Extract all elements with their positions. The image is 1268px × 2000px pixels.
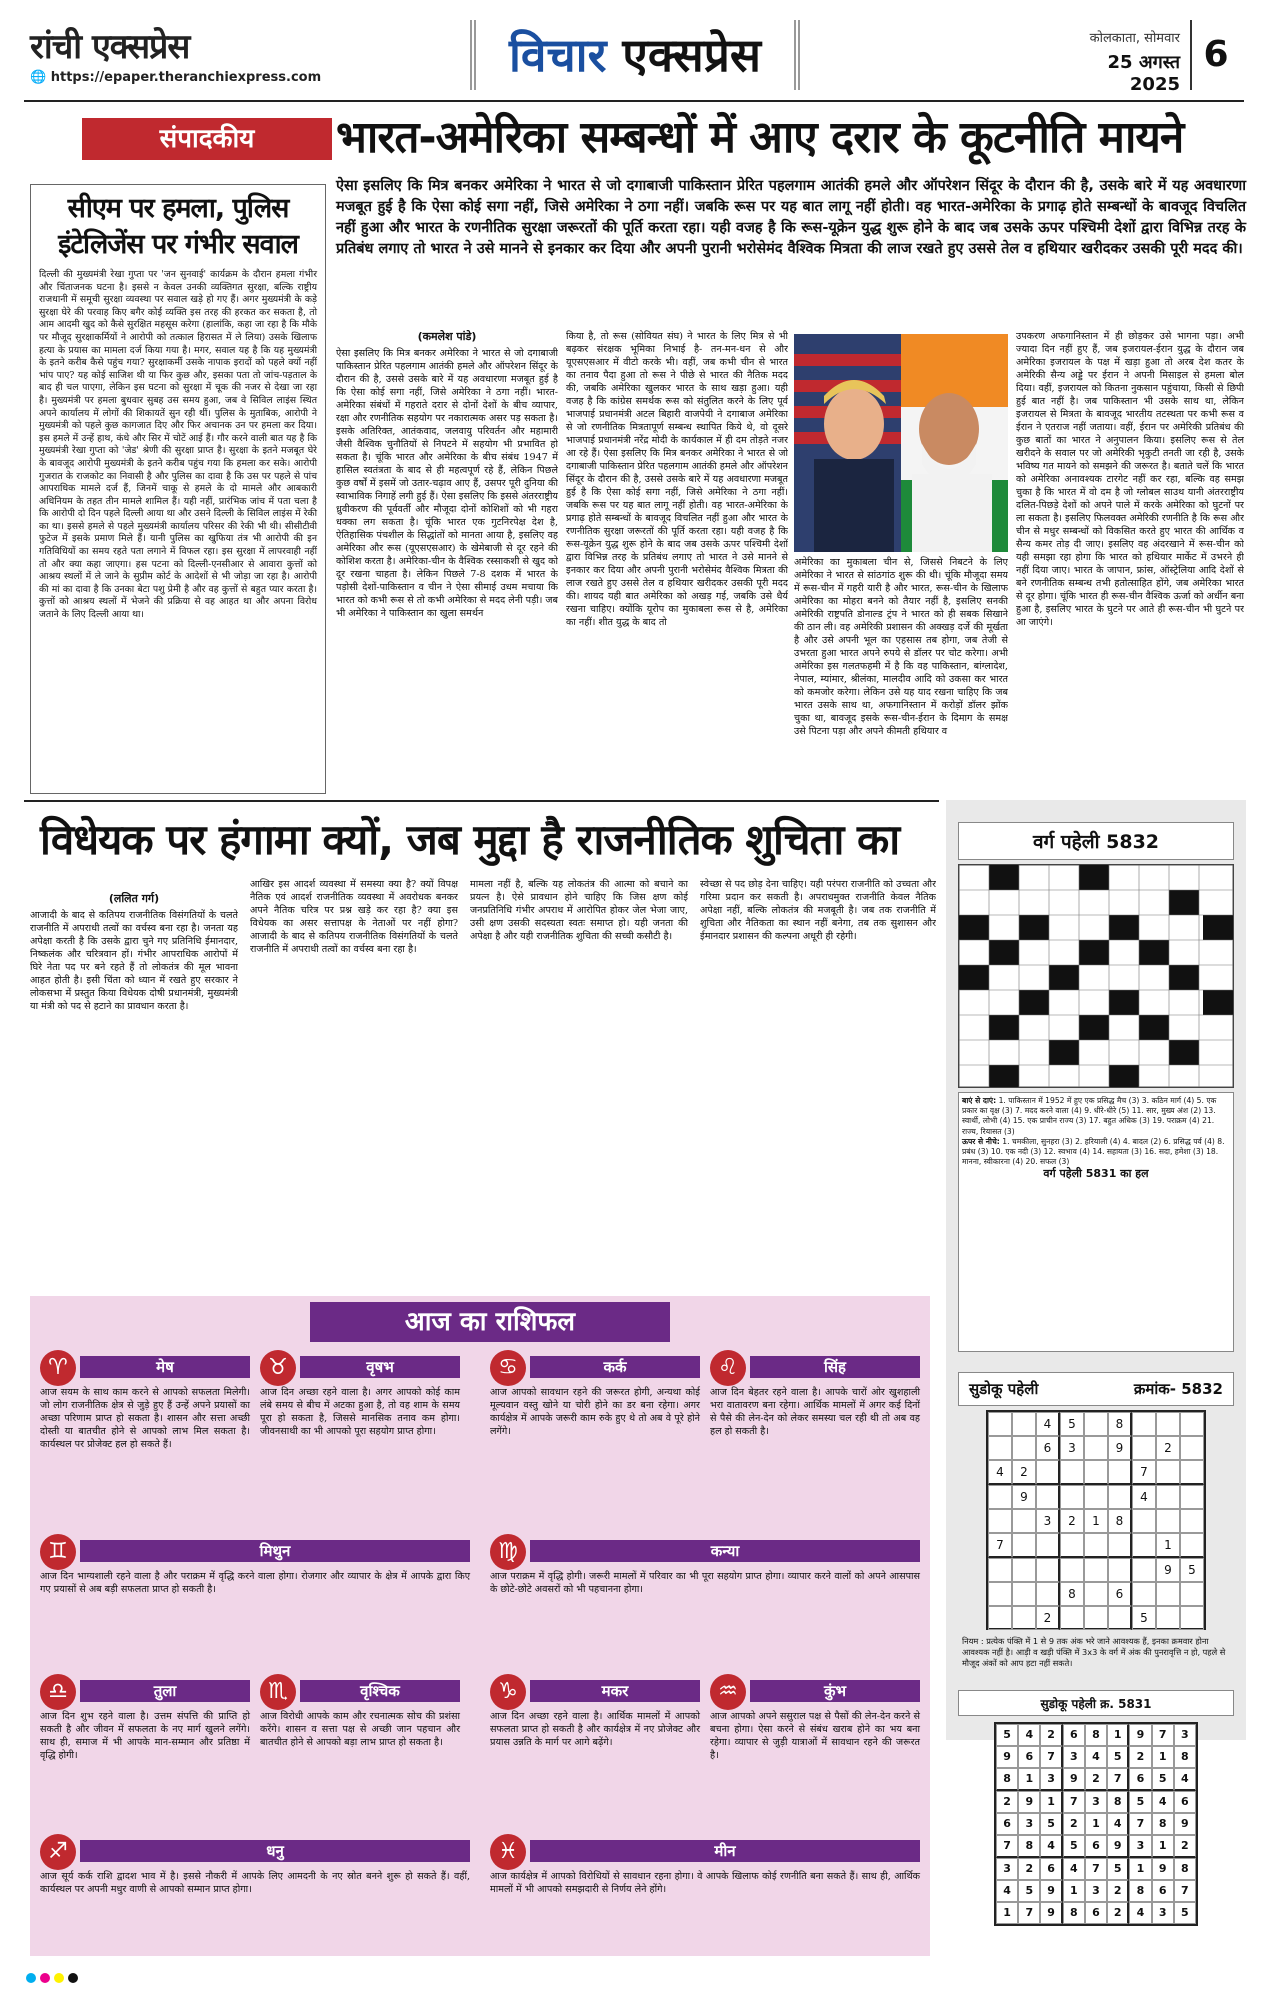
zodiac-icon: ♈ xyxy=(40,1350,76,1386)
sudoku-cell[interactable] xyxy=(1012,1533,1036,1558)
sudoku-cell[interactable]: 2 xyxy=(1060,1509,1084,1533)
crossword-clues xyxy=(958,1092,1234,1352)
sudoku-cell[interactable] xyxy=(1084,1606,1108,1630)
solution-cell: 1 xyxy=(1107,1724,1129,1746)
sudoku-cell[interactable] xyxy=(988,1509,1012,1533)
solution-cell: 4 xyxy=(1107,1813,1129,1835)
solution-cell: 2 xyxy=(1129,1746,1151,1768)
sudoku-cell[interactable]: 9 xyxy=(1108,1436,1132,1460)
sudoku-cell[interactable] xyxy=(1084,1412,1108,1436)
rashi-text: आज दिन अच्छा रहने वाला है। आर्थिक मामलों में आपको सफलता प्राप्त हो सकती है और कार्यक्षेत्र में नए प्रोजेक्ट और प्रयास उन्नति के मार्ग पर आगे बढ़ेंगे। xyxy=(490,1711,700,1748)
second-headline: विधेयक पर हंगामा क्यों, जब मुद्दा है राजनीतिक शुचिता का xyxy=(40,815,900,864)
rashi-text: आज दिन शुभ रहने वाला है। उत्तम संपत्ति की प्राप्ति हो सकती है और जीवन में सफलता के नए मार्ग खुलने लगेंगे। साथ ही, समाज में भी आपके मान-सम्मान और प्रतिष्ठा में वृद्धि होगी। xyxy=(40,1711,250,1761)
lead-column-1 xyxy=(336,330,558,794)
solution-cell: 7 xyxy=(1063,1791,1085,1813)
sudoku-number: क्रमांक- 5832 xyxy=(1133,1380,1223,1398)
print-registration-marks xyxy=(24,1968,1244,1988)
rashi-card xyxy=(40,1680,250,1762)
rashi-name: सिंह xyxy=(750,1356,920,1378)
section-name-vichar: विचार xyxy=(508,28,607,82)
sudoku-cell[interactable] xyxy=(1108,1606,1132,1630)
sudoku-cell[interactable]: 5 xyxy=(1060,1412,1084,1436)
solution-cell: 3 xyxy=(1085,1791,1107,1813)
sudoku-cell[interactable] xyxy=(1180,1509,1204,1533)
solution-cell: 1 xyxy=(1018,1768,1040,1791)
sudoku-cell[interactable] xyxy=(988,1558,1012,1582)
rashi-card xyxy=(490,1680,700,1749)
solution-cell: 1 xyxy=(1063,1880,1085,1902)
sudoku-cell[interactable] xyxy=(1156,1509,1180,1533)
rashi-text: आज सूर्य कर्क राशि द्वादश भाव में है। इससे नौकरी में आपके लिए आमदनी के नए स्रोत बनने शुरू हो सकते हैं। वहीं, कार्यस्थल पर अपनी मधुर वाणी से आपको सम्मान प्राप्त होगा। xyxy=(40,1871,470,1895)
solution-cell: 4 xyxy=(996,1880,1018,1902)
rashi-text: आज विरोधी आपके काम और रचनात्मक सोच की प्रशंसा करेंगे। शासन व सत्ता पक्ष से अच्छी जान पहचान और बातचीत होने से आपको बड़ा लाभ प्राप्त हो सकता है। xyxy=(260,1711,460,1748)
solution-cell: 6 xyxy=(1152,1880,1174,1902)
rashi-text: आज दिन बेहतर रहने वाला है। आपके चारों ओर खुशहाली भरा वातावरण बना रहेगा। आर्थिक मामलों में अगर कई दिनों से पैसे की लेन-देन को लेकर समस्या चल रही थी तो अब वह हल हो सकती है। xyxy=(710,1387,920,1437)
sudoku-cell[interactable] xyxy=(988,1412,1012,1436)
rashi-text: आज कार्यक्षेत्र में आपको विरोधियों से सावधान रहना होगा। वे आपके खिलाफ कोई रणनीति बना सकते हैं। साथ ही, आर्थिक मामलों में भी आपको समझदारी से निर्णय लेने होंगे। xyxy=(490,1871,920,1895)
sudoku-cell[interactable]: 5 xyxy=(1132,1606,1156,1630)
leaders-photo-illustration xyxy=(794,334,1008,552)
sudoku-cell[interactable] xyxy=(1060,1460,1084,1485)
sudoku-cell[interactable] xyxy=(988,1606,1012,1630)
sudoku-solution-grid xyxy=(994,1722,1198,1926)
sudoku-cell[interactable] xyxy=(1132,1412,1156,1436)
lead-byline: (कमलेश पांडे) xyxy=(417,330,477,343)
solution-cell: 7 xyxy=(1085,1858,1107,1880)
solution-cell: 2 xyxy=(1018,1858,1040,1880)
rashi-card xyxy=(40,1356,250,1451)
solution-cell: 6 xyxy=(1018,1746,1040,1768)
rashi-card xyxy=(490,1356,700,1438)
solution-cell: 4 xyxy=(1085,1746,1107,1768)
lead-column-4: उपकरण अफगानिस्तान में ही छोड़कर उसे भागना पड़ा। अभी ज्यादा दिन नहीं हुए हैं, जब इजरायल-ईरान युद्ध के दौरान जब अमेरिका इजरायल के पक्ष में खड़ा हुआ तो अरब देश कतर के अमेरिकी सैन्य अड्डे पर ईरान ने अपनी मिसाइल से हमला बोल दिया। वहीं, इजरायल को कितना नुकसान पहुंचाया, किसी से छिपी हुई बात नहीं है। जब पाकिस्तान भी उसके साथ था, लेकिन इजरायल से मित्रता के बावजूद भारतीय तटस्थता पर कभी रूस व ईरान ने एतराज नहीं जताया। वहीं, ईरान पर अमेरिकी प्रतिबंध की कुछ बातों का भारत ने अनुपालन किया। इसलिए रूस से तेल खरीदने के सवाल पर जो अमेरिकी भृकुटी तनती जा रही है, उसके भविष्य गत मायने को समझने की जरूरत है। बताते चलें कि भारत को अमेरिका अनावश्यक टारगेट नहीं कर रहा, बल्कि वह समझ चुका है कि भारत में वो दम है जो ग्लोबल साउथ यानी अंतरराष्ट्रीय दलित-पिछड़े देशों को अपने पाले में करके अमेरिका को घुटनों पर ला सकता है। इसलिए फिलवक्त अमेरिकी रणनीति है कि रूस और चीन से मधुर सम्बन्धों को विकसित करते हुए भारत की आर्थिक व सैन्य कमर तोड़ दी जाए। इसलिए वह अंदरखाने में रूस-चीन को यही समझा रहा होगा कि भारत को हथियार मार्केट में उभरने ही नहीं दिया जाए। भारत के जापान, फ्रांस, ऑस्ट्रेलिया आदि देशों से बने रणनीतिक सम्बन्ध तभी हतोत्साहित होंगे, जब अमेरिका भारत से दूर होगा। चूंकि भारत ही रूस-चीन वैश्विक ऊर्जा को अर्धीन बना हुआ है, इसलिए भारत के घुटने पर आते ही रूस-चीन भी घुटने पर आ जाएंगे। xyxy=(1016,331,1244,628)
sudoku-cell[interactable]: 2 xyxy=(1036,1606,1060,1630)
sudoku-cell[interactable] xyxy=(1156,1412,1180,1436)
sudoku-cell[interactable]: 4 xyxy=(1132,1485,1156,1509)
solution-cell: 1 xyxy=(996,1902,1018,1924)
second-byline: (ललित गर्ग) xyxy=(108,892,160,905)
rashi-card xyxy=(260,1356,460,1438)
solution-cell: 9 xyxy=(1129,1724,1151,1746)
rashi-name: मीन xyxy=(530,1840,920,1862)
second-column-4: स्वेच्छा से पद छोड़ देना चाहिए। यही परंपरा राजनीति को उच्चता और गरिमा प्रदान कर सकती है। अपराधमुक्त राजनीति केवल नैतिक अपेक्षा नहीं, बल्कि लोकतंत्र की मजबूती है। जब तक राजनीति में शुचिता और नैतिकता का स्थान नहीं बनेगा, तब तक सुशासन और ईमानदार प्रशासन की कल्पना अधूरी ही रहेगी। xyxy=(700,879,936,942)
sudoku-cell[interactable] xyxy=(1012,1606,1036,1630)
sudoku-cell[interactable]: 2 xyxy=(1156,1436,1180,1460)
zodiac-icon: ♓ xyxy=(490,1834,526,1870)
epaper-url-text: https://epaper.theranchiexpress.com xyxy=(50,70,322,85)
sudoku-cell[interactable] xyxy=(1012,1436,1036,1460)
epaper-url[interactable]: 🌐 https://epaper.theranchiexpress.com xyxy=(30,70,322,85)
sudoku-cell[interactable] xyxy=(1132,1436,1156,1460)
zodiac-icon: ♐ xyxy=(40,1834,76,1870)
sudoku-cell[interactable]: 8 xyxy=(1060,1582,1084,1606)
solution-cell: 8 xyxy=(1085,1724,1107,1746)
solution-cell: 6 xyxy=(1063,1724,1085,1746)
sudoku-cell[interactable]: 9 xyxy=(1156,1558,1180,1582)
lead-column-2: किया है, तो रूस (सोवियत संघ) ने भारत के लिए मित्र से भी बढ़कर संरक्षक भूमिका निभाई है- तन-मन-धन से और यूएसएसआर में वीटो करके भी। वहीं, जब कभी चीन से भारत का तनाव पैदा हुआ तो रूस ने पीछे से भारत की नैतिक मदद की, जबकि अमेरिका खुलकर भारत के साथ खड़ा हुआ। यही वजह है कि कांग्रेस समर्थक रूस को संतुलित करने के लिए पूर्व भाजपाई प्रधानमंत्री अटल बिहारी वाजपेयी ने दगाबाज अमेरिका से जो रणनीतिक मित्रतापूर्ण सम्बन्ध स्थापित किये थे, वो दूसरे भाजपाई प्रधानमंत्री नरेंद्र मोदी के कार्यकाल में ही दम तोड़ते नजर आ रहे हैं। ऐसा इसलिए कि मित्र बनकर अमेरिका ने भारत से जो दगाबाजी पाकिस्तान प्रेरित पहलगाम आतंकी हमले और ऑपरेशन सिंदूर के दौरान की है, उससे उसके बारे में यह अवधारणा मजबूत हुई है कि ऐसा कोई सगा नहीं, जिसे अमेरिका ने ठगा नहीं। जबकि रूस पर यह बात लागू नहीं होती। वह भारत-अमेरिका के प्रगाढ़ होते सम्बन्धों के बावजूद विचलित नहीं हुआ और भारत के रणनीतिक सुरक्षा जरूरतों की पूर्ति करता रहा। यही वजह है कि रूस-यूक्रेन युद्ध शुरू होने के बाद जब उसके ऊपर पश्चिमी देशों द्वारा विभिन्न तरह के प्रतिबंध लगाए तो भारत ने उसे मानने से इनकार कर दिया और अपनी पुरानी भरोसेमंद वैश्विक मित्रता की लाज रखते हुए उससे तेल व हथियार खरीदकर उसकी पूरी मदद की। शायद यही बात अमेरिका को अखड़ गई, जबकि उसे धैर्य रखना चाहिए। क्योंकि यूरोप का मुकाबला रूस से है, अमेरिका का नहीं। शीत युद्ध के बाद तो xyxy=(566,331,788,628)
rashi-name: कुंभ xyxy=(750,1680,920,1702)
sudoku-cell[interactable] xyxy=(1180,1460,1204,1485)
solution-cell: 8 xyxy=(1107,1791,1129,1813)
solution-cell: 4 xyxy=(1152,1791,1174,1813)
editorial-label: संपादकीय xyxy=(82,118,332,160)
rashi-text: आज पराक्रम में वृद्धि होगी। जरूरी मामलों में परिवार का भी पूरा सहयोग प्राप्त होगा। व्यापार करने वालों को अपने आसपास के छोटे-छोटे अवसरों को भी पहचानना होगा। xyxy=(490,1571,920,1595)
sudoku-cell[interactable] xyxy=(1084,1533,1108,1558)
editorial-box xyxy=(30,184,326,794)
sudoku-cell[interactable] xyxy=(988,1485,1012,1509)
solution-cell: 7 xyxy=(1040,1746,1062,1768)
solution-cell: 5 xyxy=(1018,1880,1040,1902)
header-rule xyxy=(24,100,1244,102)
clues-down-head: ऊपर से नीचे: xyxy=(962,1136,1000,1146)
rashi-name: तुला xyxy=(80,1680,250,1702)
sudoku-cell[interactable]: 1 xyxy=(1084,1509,1108,1533)
sudoku-cell[interactable]: 2 xyxy=(1012,1460,1036,1485)
zodiac-icon: ♋ xyxy=(490,1350,526,1386)
sudoku-cell[interactable]: 7 xyxy=(988,1533,1012,1558)
issue-date: 25 अगस्त 2025 xyxy=(1107,52,1180,95)
rashi-name: धनु xyxy=(80,1840,470,1862)
solution-cell: 7 xyxy=(1174,1880,1196,1902)
solution-cell: 7 xyxy=(1018,1902,1040,1924)
solution-cell: 9 xyxy=(1040,1902,1062,1924)
sudoku-cell[interactable] xyxy=(1060,1533,1084,1558)
crossword-grid[interactable] xyxy=(958,864,1234,1088)
solution-cell: 8 xyxy=(1018,1835,1040,1858)
sudoku-cell[interactable]: 7 xyxy=(1132,1460,1156,1485)
solution-cell: 5 xyxy=(1063,1835,1085,1858)
crossword-grid-drawing xyxy=(959,865,1233,1087)
sudoku-cell[interactable] xyxy=(1108,1558,1132,1582)
solution-cell: 3 xyxy=(1174,1724,1196,1746)
solution-cell: 1 xyxy=(1152,1746,1174,1768)
sudoku-cell[interactable] xyxy=(1060,1606,1084,1630)
sudoku-solution-title: सुडोकू पहेली क्र. 5831 xyxy=(958,1690,1234,1716)
sudoku-cell[interactable] xyxy=(1060,1485,1084,1509)
sudoku-cell[interactable] xyxy=(988,1582,1012,1606)
solution-cell: 6 xyxy=(1174,1791,1196,1813)
solution-cell: 5 xyxy=(1174,1902,1196,1924)
rashi-card xyxy=(710,1356,920,1438)
zodiac-icon: ♌ xyxy=(710,1350,746,1386)
sudoku-cell[interactable] xyxy=(1012,1412,1036,1436)
lead-intro: ऐसा इसलिए कि मित्र बनकर अमेरिका ने भारत से जो दगाबाजी पाकिस्तान प्रेरित पहलगाम आतंकी हमले और ऑपरेशन सिंदूर के दौरान की है, उसके बारे में यह अवधारणा मजबूत हुई है कि ऐसा कोई सगा नहीं, जिसे अमेरिका ने ठगा नहीं। जबकि रूस पर यह बात लागू नहीं होती। वह भारत-अमेरिका के प्रगाढ़ होते सम्बन्धों के बावजूद विचलित नहीं हुआ और भारत के रणनीतिक सुरक्षा जरूरतों की पूर्ति करता रहा। यही वजह है कि रूस-यूक्रेन युद्ध शुरू होने के बाद जब उसके ऊपर पश्चिमी देशों द्वारा विभिन्न तरह के प्रतिबंध लगाए तो भारत ने उसे मानने से इनकार कर दिया और अपनी पुरानी भरोसेमंद वैश्विक मित्रता की लाज रखते हुए उससे तेल व हथियार खरीदकर उसकी पूरी मदद की। xyxy=(336,178,1247,257)
sudoku-cell[interactable] xyxy=(1180,1436,1204,1460)
sudoku-cell[interactable]: 1 xyxy=(1156,1533,1180,1558)
sudoku-cell[interactable] xyxy=(1156,1460,1180,1485)
solution-cell: 8 xyxy=(1174,1858,1196,1880)
sudoku-cell[interactable] xyxy=(1036,1582,1060,1606)
solution-cell: 1 xyxy=(1129,1858,1151,1880)
clues-across: 1. पाकिस्तान में 1952 में हुए एक प्रसिद्ध मैच (3) 3. कठिन मार्ग (4) 5. एक प्रकार का वृक्ष (3) 7. मदद करने वाला (4) 9. धीरे-धीरे (5) 11. सार, मुख्य अंश (2) 13. स्वार्थी, लोभी (4) 15. एक प्राचीन राज्य (3) 17. बहुत अधिक (3) 19. पराक्रम (4) 21. राज्य, रियासत (3) xyxy=(962,1096,1217,1136)
solution-cell: 1 xyxy=(1040,1791,1062,1813)
solution-cell: 5 xyxy=(1040,1813,1062,1835)
sudoku-cell[interactable]: 3 xyxy=(1060,1436,1084,1460)
newspaper-logo: रांची एक्सप्रेस xyxy=(30,27,190,67)
lead-column-3: अमेरिका का मुकाबला चीन से, जिससे निबटने के लिए अमेरिका ने भारत से सांठगांठ शुरू की थी। चूंकि मौजूदा समय में रूस-चीन में गहरी यारी है और भारत, रूस-चीन के खिलाफ अमेरिका का मोहरा बनने को तैयार नहीं है, इसलिए सनकी अमेरिकी राष्ट्रपति डोनाल्ड ट्रंप ने भारत को ही सबक सिखाने की ठान ली। वह अमेरिकी प्रशासन की अक्खड़ दर्जे की मूर्खता है और उसे अपनी भूल का एहसास तब होगा, जब तेजी से उभरता हुआ भारत अपने रुपये से डॉलर पर चोट करेगा। अभी अमेरिका इस गलतफहमी में है कि वह पाकिस्तान, बांग्लादेश, नेपाल, म्यांमार, श्रीलंका, मालदीव आदि को उकसा कर भारत को कमजोर करेगा। लेकिन उसे यह याद रखना चाहिए कि जब भारत उसके साथ था, अफगानिस्तान में करोड़ों डॉलर झोंक चुका था, बावजूद इसके रूस-चीन-ईरान के दिमाग के समक्ष उसे पिटना पड़ा और अपने कीमती हथियार व xyxy=(794,557,1008,737)
solution-cell: 1 xyxy=(1152,1835,1174,1858)
sudoku-cell[interactable]: 4 xyxy=(988,1460,1012,1485)
solution-cell: 7 xyxy=(996,1835,1018,1858)
rashifal-title: आज का राशिफल xyxy=(310,1302,670,1342)
crossword-solution-title: वर्ग पहेली 5831 का हल xyxy=(1043,1167,1149,1181)
sudoku-cell[interactable] xyxy=(1132,1533,1156,1558)
sudoku-cell[interactable] xyxy=(1180,1485,1204,1509)
sudoku-cell[interactable] xyxy=(1084,1460,1108,1485)
crossword-title: वर्ग पहेली 5832 xyxy=(958,822,1234,860)
zodiac-icon: ♊ xyxy=(40,1534,76,1570)
sudoku-header xyxy=(958,1372,1234,1406)
sudoku-title: सुडोकू पहेली xyxy=(969,1380,1039,1398)
rashi-text: आज दिन अच्छा रहने वाला है। अगर आपको कोई काम लंबे समय से बीच में अटका हुआ है, तो वह शाम के समय पूरा हो सकता है, जिससे मानसिक तनाव कम होगा। जीवनसाथी का भी आपको पूरा सहयोग प्राप्त होगा। xyxy=(260,1387,460,1437)
sudoku-cell[interactable] xyxy=(1060,1558,1084,1582)
rashi-card xyxy=(260,1680,460,1749)
solution-cell: 6 xyxy=(1085,1902,1107,1924)
sudoku-cell[interactable] xyxy=(1180,1606,1204,1630)
sudoku-cell[interactable] xyxy=(1108,1460,1132,1485)
solution-cell: 3 xyxy=(1085,1880,1107,1902)
solution-cell: 8 xyxy=(1063,1902,1085,1924)
solution-cell: 3 xyxy=(1152,1902,1174,1924)
section-rule xyxy=(24,800,939,802)
solution-cell: 2 xyxy=(1040,1724,1062,1746)
solution-cell: 7 xyxy=(1152,1724,1174,1746)
zodiac-icon: ♎ xyxy=(40,1674,76,1710)
page-number: 6 xyxy=(1190,20,1240,90)
solution-cell: 4 xyxy=(1174,1768,1196,1791)
sudoku-cell[interactable] xyxy=(1036,1460,1060,1485)
editorial-body: दिल्ली की मुख्यमंत्री रेखा गुप्ता पर 'जन सुनवाई' कार्यक्रम के दौरान हमला गंभीर और चिंताजनक घटना है। इससे न केवल उनकी व्यक्तिगत सुरक्षा, बल्कि राष्ट्रीय राजधानी में समूची सुरक्षा व्यवस्था पर सवाल खड़े हो गए हैं। अगर मुख्यमंत्री के कड़े सुरक्षा घेरे की परवाह किए बगैर कोई व्यक्ति इस तरह की हरकत कर सकता है, तो आम आदमी खुद को कैसे सुरक्षित महसूस करेगा (हालांकि, कहा जा रहा है कि मौके पर मौजूद सुरक्षाकर्मियों ने आरोपी को तत्काल हिरासत में ले लिया) उसके खिलाफ हत्या के प्रयास का मामला दर्ज किया गया है। मगर, सवाल यह है कि यह मुख्यमंत्री के इतने करीब कैसे पहुंच गया? सुरक्षाकर्मी उसके नापाक इरादों को पहले क्यों नहीं भांप पाए? यह कोई साजिश थी या फिर कुछ और, इसका पता तो जांच-पड़ताल के बाद ही चल पाएगा, लेकिन इस घटना को सुरक्षा में चूक की नजर से देखा जा रहा है। मुख्यमंत्री पर हमला बुधवार सुबह उस समय हुआ, जब वे सिविल लाइंस स्थित अपने कार्यालय में लोगों की शिकायतें सुन रही थीं। पुलिस के मुताबिक, आरोपी ने मुख्यमंत्री को पहले कुछ कागजात दिए और फिर अचानक उन पर हमला कर दिया। इस हमले में उन्हें हाथ, कंधे और सिर में चोटें आई हैं। गौर करने वाली बात यह है कि मुख्यमंत्री रेखा गुप्ता को 'जेड' श्रेणी की सुरक्षा प्राप्त है। सुरक्षा के इतने मजबूत घेरे के बावजूद आरोपी मुख्यमंत्री के इतने करीब पहुंच गया कि हमला कर सके। आरोपी गुजरात के राजकोट का निवासी है और पुलिस का दावा है कि उस पर पहले से पांच आपराधिक मामले दर्ज हैं, जिनमें चाकू से हमले के दो मामले और आबकारी अधिनियम के तहत तीन मामले शामिल हैं। यही नहीं, प्रारंभिक जांच में पता चला है कि आरोपी दो दिन पहले दिल्ली आया था और उसने दिल्ली के सिविल लाइंस में रेकी का था। इससे हमले से पहले मुख्यमंत्री कार्यालय परिसर की रेकी भी थी। सीसीटीवी फुटेज में इसके प्रमाण मिले हैं। यानी पुलिस का खुफिया तंत्र भी आरोपी की इन गतिविधियों का समय रहते पता लगाने में विफल रहा। इस सुरक्षा में लापरवाही नहीं तो और क्या कहा जाएगा। हस पटना को दिल्ली-एनसीआर से आवारा कुत्तों को आश्रय स्थलों में ले जाने के सुप्रीम कोर्ट के आदेशों से भी जोड़ा जा रहा है। आरोपी की मां का दावा है कि उनका बेटा पशु प्रेमी है और वह कुत्तों से बहुत प्यार करता है। कुत्तों को आश्रय स्थलों में भेजने की प्रक्रिया से वह आहत था और अपना विरोध जताने के लिए दिल्ली आया था। xyxy=(39,269,317,621)
solution-cell: 9 xyxy=(1152,1858,1174,1880)
solution-cell: 9 xyxy=(1040,1880,1062,1902)
sudoku-cell[interactable] xyxy=(1084,1485,1108,1509)
solution-cell: 3 xyxy=(1018,1813,1040,1835)
lead-headline: भारत-अमेरिका सम्बन्धों में आए दरार के कूटनीति मायने xyxy=(336,112,1184,163)
sudoku-cell[interactable] xyxy=(1036,1485,1060,1509)
zodiac-icon: ♑ xyxy=(490,1674,526,1710)
rashi-card xyxy=(490,1540,920,1596)
rashi-text: आज आपको सावधान रहने की जरूरत होगी, अन्यथा कोई मूल्यवान वस्तु खोने या चोरी होने का डर बना रहेगा। अगर कार्यक्षेत्र में आपके जरूरी काम रुके हुए थे तो अब वे पूरे होने लगेंगे। xyxy=(490,1387,700,1437)
sudoku-cell[interactable] xyxy=(1036,1558,1060,1582)
clues-across-head: बाएं से दाएं: xyxy=(962,1096,997,1105)
sudoku-cell[interactable] xyxy=(1012,1558,1036,1582)
sudoku-cell[interactable] xyxy=(1084,1436,1108,1460)
sudoku-cell[interactable] xyxy=(1108,1485,1132,1509)
solution-cell: 9 xyxy=(996,1746,1018,1768)
solution-cell: 3 xyxy=(1063,1746,1085,1768)
sudoku-cell[interactable] xyxy=(1132,1509,1156,1533)
trump-modi-photo xyxy=(794,334,1008,552)
second-col1-text: आजादी के बाद से कतिपय राजनीतिक विसंगतियों के चलते राजनीति में अपराधी तत्वों का वर्चस्व बना रहा है। जनता यह अपेक्षा करती है कि उसके द्वारा चुने गए प्रतिनिधि ईमानदार, निष्कलंक और चरित्रवान हों। गंभीर आपराधिक आरोपों में घिरे नेता पद पर बने रहते हैं तो लोकतंत्र की मूल भावना आहत होती है। इसी चिंता को ध्यान में रखते हुए सरकार ने लोकसभा में प्रस्तुत किया विधेयक दोषी प्रधानमंत्री, मुख्यमंत्री या मंत्री को पद से हटाने का प्रावधान करता है। xyxy=(30,910,238,1012)
solution-cell: 4 xyxy=(1018,1724,1040,1746)
sudoku-cell[interactable]: 5 xyxy=(1180,1558,1204,1582)
solution-cell: 2 xyxy=(1085,1768,1107,1791)
rashi-card xyxy=(40,1840,470,1896)
solution-cell: 2 xyxy=(1107,1902,1129,1924)
solution-cell: 2 xyxy=(1107,1880,1129,1902)
sudoku-cell[interactable]: 6 xyxy=(1108,1582,1132,1606)
solution-cell: 1 xyxy=(1085,1813,1107,1835)
solution-cell: 3 xyxy=(1129,1835,1151,1858)
solution-cell: 4 xyxy=(1129,1902,1151,1924)
sudoku-cell[interactable] xyxy=(1012,1582,1036,1606)
sudoku-cell[interactable] xyxy=(1156,1485,1180,1509)
sudoku-cell[interactable] xyxy=(1156,1582,1180,1606)
solution-cell: 9 xyxy=(1018,1791,1040,1813)
solution-cell: 8 xyxy=(996,1768,1018,1791)
solution-cell: 7 xyxy=(1129,1813,1151,1835)
sudoku-cell[interactable] xyxy=(1084,1582,1108,1606)
lead-col1-text: ऐसा इसलिए कि मित्र बनकर अमेरिका ने भारत से जो दगाबाजी पाकिस्तान प्रेरित पहलगाम आतंकी हमले और ऑपरेशन सिंदूर के दौरान की है, उससे उसके बारे में यह अवधारणा मजबूत हुई है कि ऐसा कोई सगा नहीं, जिसे अमेरिका ने ठगा नहीं। भारत-अमेरिका संबंधों में गहराते दरार से दोनों देशों के बीच व्यापार, रक्षा और रणनीतिक सहयोग पर नकारात्मक असर पड़ सकता है। इसके अतिरिक्त, आतंकवाद, जलवायु परिवर्तन और महामारी जैसी वैश्विक चुनौतियों से निपटने में सहयोग भी प्रभावित हो सकता है। चूंकि भारत और अमेरिका के बीच संबंध 1947 में हासिल स्वतंत्रता के बाद से ही महत्वपूर्ण रहे हैं, लेकिन पिछले कुछ वर्षों में इसमें जो उतार-चढ़ाव आए हैं, उसपर पूरी दुनिया की स्वाभाविक निगाहें लगी हुई हैं। ऐसा इसलिए कि इससे अंतरराष्ट्रीय ध्रुवीकरण की पूर्ववर्ती और मौजूदा दोनों कोशिशों को भी गहरा धक्का लग सकता है। चूंकि भारत एक गुटनिरपेक्ष देश है, ऐतिहासिक पंचशील के सिद्धांतों को मानता आया है, इसलिए वह अमेरिका और रूस (यूएसएसआर) के खेमेबाजी से दूर रहने की कोशिश करता है। अमेरिका-चीन के वैश्विक रस्साकशी से खुद को दूर रखना चाहता है। लेकिन पिछले 7-8 दशक में भारत के पड़ोसी देशों-पाकिस्तान व चीन ने ऐसा सीमाई उधम मचाया कि भारत को कभी रूस से तो कभी अमेरिका से मदद लेनी पड़ी। जब भी अमेरिका ने पाकिस्तान का खुला समर्थन xyxy=(336,348,558,619)
rashi-name: मिथुन xyxy=(80,1540,470,1562)
sudoku-cell[interactable]: 8 xyxy=(1108,1509,1132,1533)
rashi-card xyxy=(490,1840,920,1896)
solution-cell: 6 xyxy=(996,1813,1018,1835)
section-name-express: एक्सप्रेस xyxy=(622,28,762,82)
sudoku-cell[interactable] xyxy=(1180,1582,1204,1606)
solution-cell: 9 xyxy=(1063,1768,1085,1791)
dateline xyxy=(1060,28,1180,95)
sudoku-cell[interactable]: 8 xyxy=(1108,1412,1132,1436)
rashi-name: मेष xyxy=(80,1356,250,1378)
solution-cell: 8 xyxy=(1152,1813,1174,1835)
zodiac-icon: ♏ xyxy=(260,1674,296,1710)
editorial-title: सीएम पर हमला, पुलिस इंटेलिजेंस पर गंभीर सवाल xyxy=(58,193,298,260)
zodiac-icon: ♍ xyxy=(490,1534,526,1570)
sudoku-cell[interactable] xyxy=(1132,1558,1156,1582)
solution-cell: 2 xyxy=(996,1791,1018,1813)
sudoku-cell[interactable]: 6 xyxy=(1036,1436,1060,1460)
sudoku-rules: नियम : प्रत्येक पंक्ति में 1 से 9 तक अंक भरे जाने आवश्यक हैं, इनका क्रमवार होना आवश्यक नहीं है। आड़ी व खड़ी पंक्ति में 3x3 के वर्ग में अंक की पुनरावृत्ति न हो, पहले से मौजूद अंकों को आप हटा नहीं सकते। xyxy=(962,1636,1226,1668)
second-column-3: मामला नहीं है, बल्कि यह लोकतंत्र की आत्मा को बचाने का प्रयत्न है। ऐसे प्रावधान होने चाहिए कि जिस क्षण कोई जनप्रतिनिधि गंभीर अपराध में आरोपित होकर जेल भेजा जाए, उसी क्षण उसकी सदस्यता स्वतः समाप्त हो। यही जनता की अपेक्षा है और यही राजनीतिक शुचिता की सच्ची कसौटी है। xyxy=(470,879,688,942)
solution-cell: 6 xyxy=(1129,1768,1151,1791)
sudoku-cell[interactable] xyxy=(1156,1606,1180,1630)
solution-cell: 6 xyxy=(1040,1858,1062,1880)
sudoku-cell[interactable] xyxy=(1084,1558,1108,1582)
second-column-1 xyxy=(30,892,238,1288)
solution-cell: 5 xyxy=(1129,1791,1151,1813)
sudoku-cell[interactable] xyxy=(1012,1509,1036,1533)
rashi-text: आज सयम के साथ काम करने से आपको सफलता मिलेगी। जो लोग राजनीतिक क्षेत्र से जुड़े हुए हैं उन्हें अपने प्रयासों का अच्छा परिणाम प्राप्त हो सकता है। शासन और सत्ता अच्छी दोस्ती या बातचीत होने से आपको लाभ मिल सकता है। कार्यस्थल पर प्रोजेक्ट हल हो सकते हैं। xyxy=(40,1387,250,1450)
rashi-name: वृषभ xyxy=(300,1356,460,1378)
rashi-name: कन्या xyxy=(530,1540,920,1562)
sudoku-cell[interactable] xyxy=(1036,1533,1060,1558)
solution-cell: 2 xyxy=(1174,1835,1196,1858)
zodiac-icon: ♉ xyxy=(260,1350,296,1386)
section-masthead xyxy=(470,20,800,90)
solution-cell: 4 xyxy=(1063,1858,1085,1880)
solution-cell: 9 xyxy=(1174,1813,1196,1835)
rashi-text: आज दिन भाग्यशाली रहने वाला है और पराक्रम में वृद्धि करने वाला होगा। रोजगार और व्यापार के क्षेत्र में आपके द्वारा किए गए प्रयासों से अब बड़ी सफलता प्राप्त हो सकती है। xyxy=(40,1571,470,1595)
sudoku-cell[interactable] xyxy=(988,1436,1012,1460)
rashi-name: वृश्चिक xyxy=(300,1680,460,1702)
solution-cell: 5 xyxy=(1107,1858,1129,1880)
solution-cell: 6 xyxy=(1085,1835,1107,1858)
rashi-text: आज आपको अपने ससुराल पक्ष से पैसों की लेन-देन करने से बचना होगा। ऐसा करने से संबंध खराब होने का भय बना रहेगा। व्यापार से जुड़ी यात्राओं में सावधान रहने की जरूरत है। xyxy=(710,1711,920,1761)
sudoku-cell[interactable] xyxy=(1108,1533,1132,1558)
solution-cell: 5 xyxy=(1107,1746,1129,1768)
solution-cell: 3 xyxy=(1040,1768,1062,1791)
solution-cell: 8 xyxy=(1174,1746,1196,1768)
rashi-name: कर्क xyxy=(530,1356,700,1378)
zodiac-icon: ♒ xyxy=(710,1674,746,1710)
solution-cell: 2 xyxy=(1063,1813,1085,1835)
rashi-card xyxy=(710,1680,920,1762)
sudoku-cell[interactable] xyxy=(1132,1582,1156,1606)
sudoku-cell[interactable]: 3 xyxy=(1036,1509,1060,1533)
city-day: कोलकाता, सोमवार xyxy=(1089,31,1180,46)
sudoku-cell[interactable]: 9 xyxy=(1012,1485,1036,1509)
sudoku-grid[interactable] xyxy=(986,1410,1206,1630)
sudoku-cell[interactable] xyxy=(1180,1533,1204,1558)
sudoku-cell[interactable] xyxy=(1180,1412,1204,1436)
second-column-2: आखिर इस आदर्श व्यवस्था में समस्या क्या है? क्यों विपक्ष नैतिक एवं आदर्श राजनीतिक व्यवस्था में अवरोधक बनकर अपने नैतिक चरित्र पर प्रश्न खड़े कर रहा है? क्या इस विधेयक का असर सत्तापक्ष के नेताओं पर नहीं होगा? आजादी के बाद से कतिपय राजनीतिक विसंगतियों के चलते राजनीति में अपराधी तत्वों का वर्चस्व बना रहा है। xyxy=(250,879,458,955)
sudoku-cell[interactable]: 4 xyxy=(1036,1412,1060,1436)
solution-cell: 3 xyxy=(996,1858,1018,1880)
solution-cell: 8 xyxy=(1129,1880,1151,1902)
solution-cell: 5 xyxy=(1152,1768,1174,1791)
solution-cell: 7 xyxy=(1107,1768,1129,1791)
rashi-name: मकर xyxy=(530,1680,700,1702)
clues-down: 1. चमकीला, सुनहरा (3) 2. हरियाली (4) 4. बादल (2) 6. प्रसिद्ध पर्व (4) 8. प्रबंध (3) 10. एक नदी (3) 12. स्वभाव (4) 14. सहायता (3) 16. सदा, हमेशा (3) 18. मानना, स्वीकारना (4) 20. सफल (3) xyxy=(962,1136,1225,1167)
rashi-card xyxy=(40,1540,470,1596)
solution-cell: 4 xyxy=(1040,1835,1062,1858)
solution-cell: 9 xyxy=(1107,1835,1129,1858)
solution-cell: 5 xyxy=(996,1724,1018,1746)
